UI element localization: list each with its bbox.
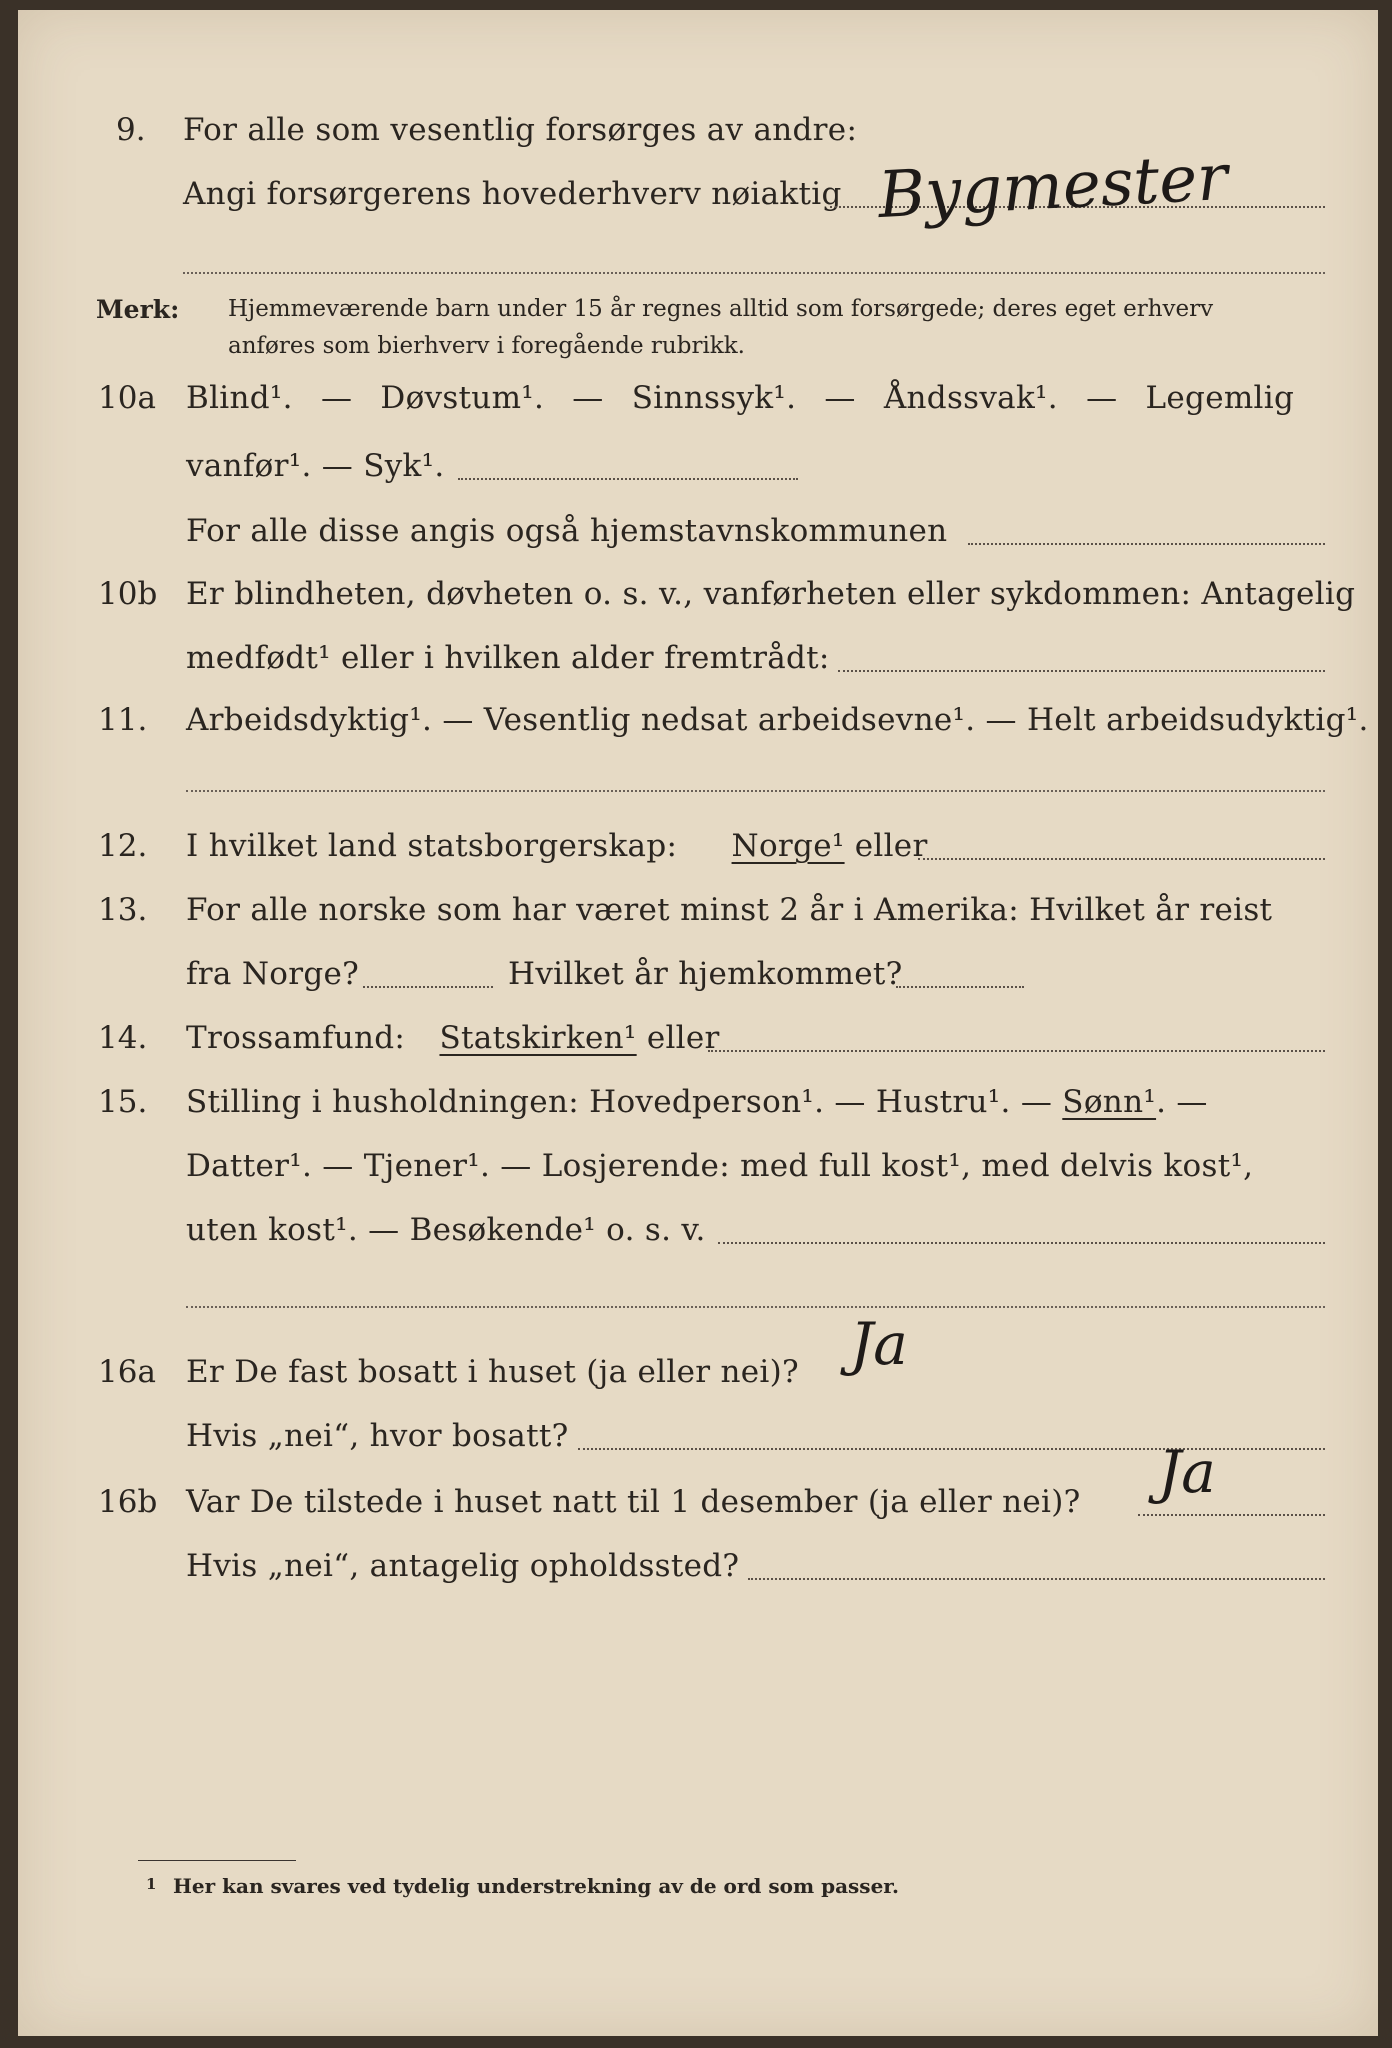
q16b-number: 16b [98, 1484, 158, 1520]
q11-number: 11. [98, 702, 148, 738]
q13-number: 13. [98, 892, 148, 928]
q16b-line1: Var De tilstede i huset natt til 1 desember (ja eller nei)? [186, 1484, 1081, 1520]
q9-line1: For alle som vesentlig forsørges av andre: [183, 112, 858, 148]
q16a-line1: Er De fast bosatt i huset (ja eller nei)? [186, 1354, 799, 1390]
q16b-handwritten-answer: Ja [1158, 1438, 1216, 1506]
q15-line3: uten kost¹. — Besøkende¹ o. s. v. [186, 1212, 706, 1248]
merk-line2: anføres som bierhverv i foregående rubrikk. [228, 333, 745, 359]
q14-underlined-statskirken: Statskirken¹ [439, 1020, 637, 1056]
q15-line1a: Stilling i husholdningen: Hovedperson¹. — Hustru¹. — [186, 1084, 1053, 1120]
q11-line1: Arbeidsdyktig¹. — Vesentlig nedsat arbeidsevne¹. — Helt arbeidsudyktig¹. [186, 702, 1369, 738]
q10a-line3-dots [968, 543, 1325, 545]
q12-number: 12. [98, 828, 148, 864]
q16a-line2: Hvis „nei“, hvor bosatt? [186, 1418, 569, 1454]
footnote-mark: 1 [146, 1875, 157, 1893]
q13-line1: For alle norske som har været minst 2 år i Amerika: Hvilket år reist [186, 892, 1273, 928]
q15-line2: Datter¹. — Tjener¹. — Losjerende: med full kost¹, med delvis kost¹, [186, 1148, 1254, 1184]
footnote-rule [138, 1860, 296, 1861]
q16a-number: 16a [98, 1354, 156, 1390]
q16a-handwritten-answer: Ja [850, 1310, 908, 1378]
q10b-line2: medfødt¹ eller i hvilken alder fremtrådt: [186, 640, 830, 676]
separator [186, 1306, 1325, 1308]
q10b-dots [838, 670, 1325, 672]
q15-underlined-sonn: Sønn¹ [1062, 1084, 1157, 1120]
q13-dots-a [363, 986, 493, 988]
q10a-line2-dots [458, 478, 798, 480]
census-form-page [18, 10, 1378, 2036]
q9-number: 9. [116, 112, 146, 148]
q10a-line3: For alle disse angis også hjemstavnskommunen [186, 513, 948, 549]
separator [186, 790, 1325, 792]
q15-number: 15. [98, 1084, 148, 1120]
q14-number: 14. [98, 1020, 148, 1056]
q15-line1b: . — [1156, 1084, 1208, 1120]
q12-underlined-norge: Norge¹ [731, 828, 845, 864]
merk-line1: Hjemmeværende barn under 15 år regnes alltid som forsørgede; deres eget erhverv [228, 296, 1214, 322]
footnote-text: Her kan svares ved tydelig understrekning av de ord som passer. [173, 1874, 899, 1898]
q13-dots-b [896, 986, 1024, 988]
q13-line2b: Hvilket år hjemkommet? [508, 956, 903, 992]
q14-line [186, 1020, 720, 1056]
q12-line [186, 828, 928, 864]
q9-handwritten-answer: Bygmester [876, 140, 1230, 234]
separator [183, 272, 1325, 274]
q16b-line2: Hvis „nei“, antagelig opholdssted? [186, 1548, 740, 1584]
q9-line2: Angi forsørgerens hovederhverv nøiaktig [183, 176, 842, 212]
q12-prefix: I hvilket land statsborgerskap: [186, 828, 678, 864]
q16b-dots [1138, 1514, 1325, 1516]
merk-label: Merk: [96, 295, 180, 324]
q10a-number: 10a [98, 380, 156, 416]
q16b-line2-dots [748, 1578, 1325, 1580]
q14-dots [708, 1050, 1325, 1052]
q13-line2a: fra Norge? [186, 956, 360, 992]
q10a-line2: vanfør¹. — Syk¹. [186, 448, 445, 484]
q14-prefix: Trossamfund: [186, 1020, 406, 1056]
q10a-line1: Blind¹. — Døvstum¹. — Sinnssyk¹. — Åndssvak¹. — Legemlig [186, 380, 1295, 416]
q15-line1 [186, 1084, 1208, 1120]
q15-dots [718, 1242, 1325, 1244]
q10b-number: 10b [98, 576, 158, 612]
q12-suffix: eller [854, 828, 928, 864]
q14-suffix: eller [646, 1020, 720, 1056]
q10b-line1: Er blindheten, døvheten o. s. v., vanførheten eller sykdommen: Antagelig [186, 576, 1356, 612]
q12-dots [918, 858, 1325, 860]
